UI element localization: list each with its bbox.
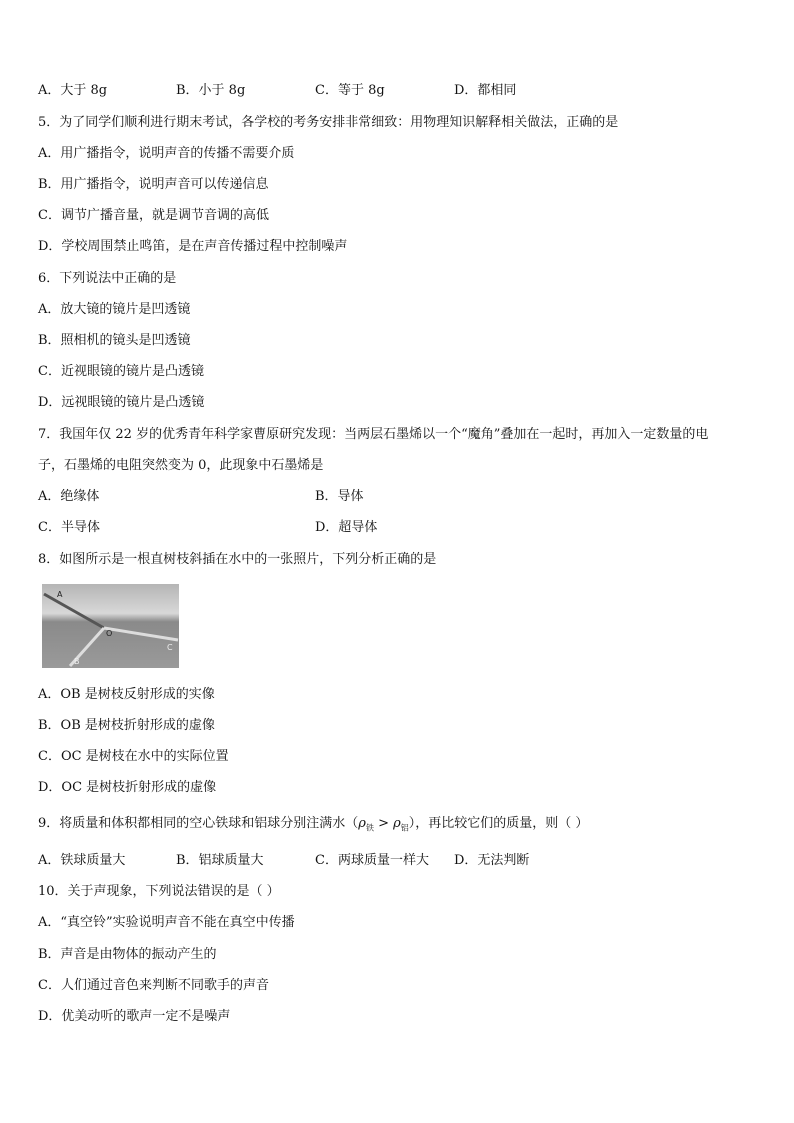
q9-option-b: B．铝球质量大 xyxy=(176,853,264,868)
rho-symbol: ρ xyxy=(358,816,366,831)
q6-option-c: C．近视眼镜的镜片是凸透镜 xyxy=(38,364,204,379)
q9-option-c: C．两球质量一样大 xyxy=(315,853,429,868)
q4-option-d: D．都相同 xyxy=(454,83,517,98)
q9-stem-pre: 9．将质量和体积都相同的空心铁球和铝球分别注满水（ xyxy=(38,816,359,831)
q5-option-b: B．用广播指令，说明声音可以传递信息 xyxy=(38,177,269,192)
greater-than: > xyxy=(373,816,394,831)
label-c: C xyxy=(167,643,173,652)
q10-stem: 10．关于声现象，下列说法错误的是（ ） xyxy=(38,884,280,899)
q5-option-d: D．学校周围禁止鸣笛，是在声音传播过程中控制噪声 xyxy=(38,239,348,254)
q6-option-b: B．照相机的镜头是凹透镜 xyxy=(38,333,191,348)
rho-sub-iron: 铁 xyxy=(365,823,374,833)
q8-option-b: B．OB 是树枝折射形成的虚像 xyxy=(38,718,215,733)
rho-symbol-2: ρ xyxy=(393,816,401,831)
q8-option-c: C．OC 是树枝在水中的实际位置 xyxy=(38,749,229,764)
q7-stem-line2: 子，石墨烯的电阻突然变为 0，此现象中石墨烯是 xyxy=(38,458,324,473)
q10-option-c: C．人们通过音色来判断不同歌手的声音 xyxy=(38,978,269,993)
branch-in-water-photo xyxy=(42,584,179,668)
q8-option-a: A．OB 是树枝反射形成的实像 xyxy=(38,687,215,702)
q8-stem: 8．如图所示是一根直树枝斜插在水中的一张照片，下列分析正确的是 xyxy=(38,552,437,567)
q10-option-a: A．“真空铃”实验说明声音不能在真空中传播 xyxy=(38,915,295,930)
q5-option-c: C．调节广播音量，就是调节音调的高低 xyxy=(38,208,269,223)
q8-option-d: D．OC 是树枝折射形成的虚像 xyxy=(38,780,217,795)
q10-option-d: D．优美动听的歌声一定不是噪声 xyxy=(38,1009,231,1024)
q7-option-d: D．超导体 xyxy=(315,520,378,535)
q10-option-b: B．声音是由物体的振动产生的 xyxy=(38,947,217,962)
label-o: O xyxy=(106,629,113,638)
q7-stem-line1: 7．我国年仅 22 岁的优秀青年科学家曹原研究发现：当两层石墨烯以一个“魔角”叠加在一起时，再加入一定数量的电 xyxy=(38,427,709,442)
q6-stem: 6．下列说法中正确的是 xyxy=(38,271,177,286)
q4-option-b: B．小于 8g xyxy=(176,83,246,98)
q5-stem: 5．为了同学们顺利进行期末考试，各学校的考务安排非常细致：用物理知识解释相关做法，正确的是 xyxy=(38,115,619,130)
q7-option-b: B．导体 xyxy=(315,489,364,504)
q9-option-d: D．无法判断 xyxy=(454,853,530,868)
q9-stem-post: ），再比较它们的质量，则（ ） xyxy=(408,816,589,831)
rho-sub-aluminum: 铝 xyxy=(400,823,409,833)
q6-option-d: D．远视眼镜的镜片是凸透镜 xyxy=(38,395,205,410)
q4-option-a: A．大于 8g xyxy=(38,83,108,98)
q9-stem xyxy=(38,815,588,838)
q7-option-c: C．半导体 xyxy=(38,520,100,535)
q9-option-a: A．铁球质量大 xyxy=(38,853,126,868)
q5-option-a: A．用广播指令，说明声音的传播不需要介质 xyxy=(38,146,295,161)
label-b: B xyxy=(74,657,80,666)
q4-option-c: C．等于 8g xyxy=(315,83,385,98)
label-a: A xyxy=(57,590,63,599)
q7-option-a: A．绝缘体 xyxy=(38,489,100,504)
q6-option-a: A．放大镜的镜片是凹透镜 xyxy=(38,302,191,317)
